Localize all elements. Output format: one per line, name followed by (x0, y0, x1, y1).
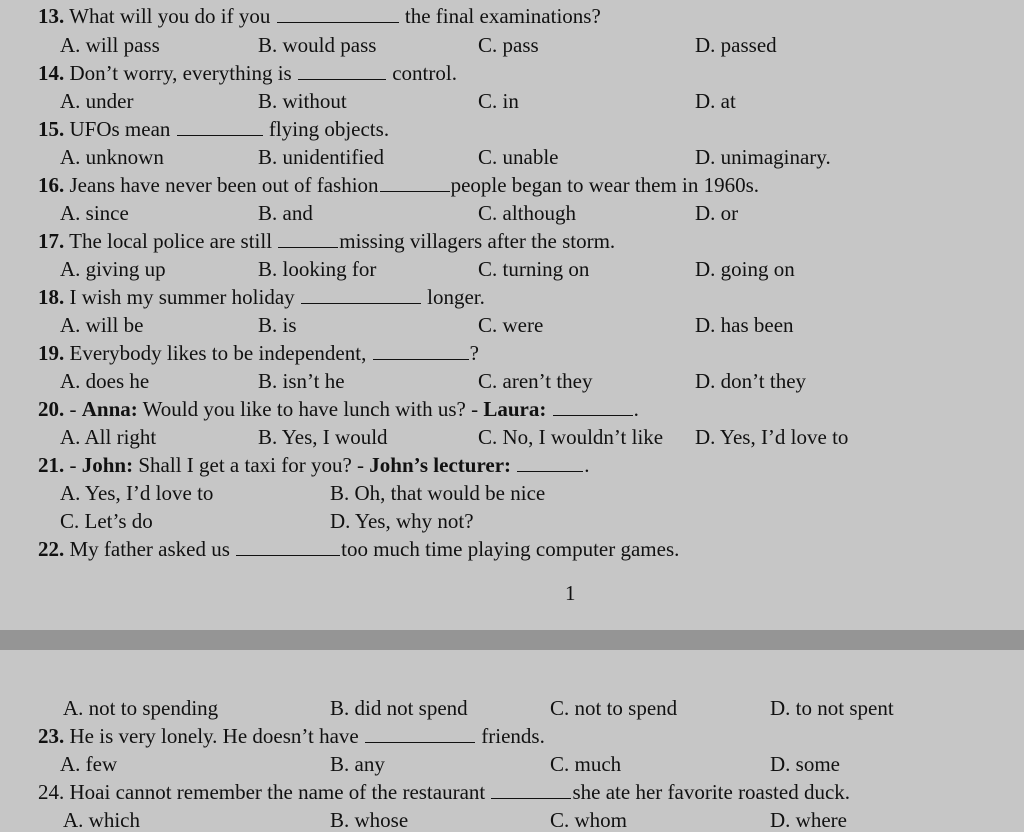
option-d: D. unimaginary. (695, 145, 831, 169)
question-text: He is very lonely. He doesn’t have (69, 724, 359, 748)
option-b: B. unidentified (258, 145, 384, 169)
question-number: 22. (38, 537, 65, 561)
question-number: 23. (38, 724, 65, 748)
answer-blank (236, 537, 340, 556)
option-b: B. looking for (258, 257, 377, 281)
question-number: 16. (38, 173, 65, 197)
answer-blank (365, 724, 475, 743)
option-b: B. isn’t he (258, 369, 345, 393)
option-d: D. at (695, 89, 736, 113)
question-text: Would you like to have lunch with us? - (137, 397, 484, 421)
option-d: D. some (770, 752, 840, 776)
option-b: B. Oh, that would be nice (330, 481, 546, 505)
question-24 (38, 780, 850, 804)
option-c: C. in (478, 89, 519, 113)
question-22 (38, 537, 679, 561)
answer-blank (491, 780, 571, 799)
question-text: control. (392, 61, 457, 85)
question-number: 13. (38, 4, 65, 28)
question-text: Everybody likes to be independent, (69, 341, 367, 365)
question-number: 20. (38, 397, 65, 421)
question-number: 17. (38, 229, 65, 253)
option-c: C. No, I wouldn’t like (478, 425, 664, 449)
dialogue-dash: - (69, 397, 82, 421)
option-d: D. where (770, 808, 847, 832)
option-a: A. Yes, I’d love to (60, 481, 214, 505)
exam-page-2 (0, 650, 1024, 832)
option-a: A. will pass (60, 33, 160, 57)
question-text: people began to wear them in 1960s. (450, 173, 760, 197)
question-number: 15. (38, 117, 65, 141)
question-14 (38, 61, 457, 85)
speaker-name: John: (81, 453, 134, 477)
answer-blank (553, 397, 633, 416)
option-a: A. which (63, 808, 140, 832)
answer-blank (278, 229, 338, 248)
page-number: 1 (565, 581, 576, 605)
answer-blank (517, 453, 583, 472)
question-text: What will you do if you (69, 4, 271, 28)
question-text: too much time playing computer games. (341, 537, 680, 561)
question-number: 18. (38, 285, 65, 309)
answer-blank (301, 285, 421, 304)
option-d: D. going on (695, 257, 795, 281)
option-d: D. don’t they (695, 369, 807, 393)
option-c: C. turning on (478, 257, 590, 281)
question-text: friends. (481, 724, 545, 748)
option-b: B. whose (330, 808, 409, 832)
question-21 (38, 453, 590, 477)
option-b: B. without (258, 89, 347, 113)
question-text: Jeans have never been out of fashion (69, 173, 379, 197)
option-b: B. Yes, I would (258, 425, 388, 449)
question-text: Don’t worry, everything is (69, 61, 292, 85)
answer-blank (373, 341, 469, 360)
question-text: Shall I get a taxi for you? - (133, 453, 370, 477)
question-15 (38, 117, 389, 141)
question-23 (38, 724, 545, 748)
option-a: A. since (60, 201, 129, 225)
question-18 (38, 285, 485, 309)
question-text: I wish my summer holiday (69, 285, 295, 309)
option-a: A. few (60, 752, 118, 776)
option-a: A. All right (60, 425, 157, 449)
question-text: UFOs mean (69, 117, 171, 141)
answer-blank (298, 61, 386, 80)
question-text: My father asked us (69, 537, 230, 561)
question-text: missing villagers after the storm. (339, 229, 616, 253)
option-b: B. is (258, 313, 297, 337)
question-text: she ate her favorite roasted duck. (572, 780, 851, 804)
question-text: ? (469, 341, 479, 365)
option-b: B. did not spend (330, 696, 468, 720)
question-number: 21. (38, 453, 65, 477)
option-d: D. Yes, why not? (330, 509, 474, 533)
option-b: B. and (258, 201, 313, 225)
question-text: the final examinations? (404, 4, 601, 28)
speaker-name: Laura: (483, 397, 547, 421)
speaker-name: John’s lecturer: (369, 453, 512, 477)
option-c: C. Let’s do (60, 509, 153, 533)
option-b: B. would pass (258, 33, 377, 57)
option-b: B. any (330, 752, 385, 776)
question-number: 14. (38, 61, 65, 85)
option-c: C. much (550, 752, 622, 776)
answer-blank (277, 4, 399, 23)
option-c: C. unable (478, 145, 559, 169)
page-break (0, 630, 1024, 650)
question-13 (38, 4, 601, 28)
option-a: A. not to spending (63, 696, 219, 720)
option-a: A. will be (60, 313, 144, 337)
option-a: A. under (60, 89, 134, 113)
question-16 (38, 173, 759, 197)
question-text: flying objects. (268, 117, 390, 141)
option-a: A. giving up (60, 257, 166, 281)
option-a: A. does he (60, 369, 150, 393)
option-c: C. were (478, 313, 544, 337)
question-text: . (633, 397, 639, 421)
answer-blank (380, 173, 450, 192)
option-c: C. pass (478, 33, 539, 57)
option-a: A. unknown (60, 145, 164, 169)
question-number: 19. (38, 341, 65, 365)
speaker-name: Anna: (81, 397, 138, 421)
question-20 (38, 397, 639, 421)
option-c: C. whom (550, 808, 628, 832)
question-19 (38, 341, 479, 365)
option-c: C. aren’t they (478, 369, 593, 393)
answer-blank (177, 117, 263, 136)
option-c: C. although (478, 201, 576, 225)
question-text: Hoai cannot remember the name of the restaurant (69, 780, 486, 804)
option-d: D. has been (695, 313, 794, 337)
question-number: 24. (38, 780, 65, 804)
question-text: . (584, 453, 590, 477)
question-text: longer. (427, 285, 485, 309)
option-d: D. to not spent (770, 696, 894, 720)
question-text: The local police are still (69, 229, 273, 253)
option-d: D. Yes, I’d love to (695, 425, 849, 449)
question-17 (38, 229, 615, 253)
dialogue-dash: - (69, 453, 82, 477)
option-d: D. or (695, 201, 739, 225)
option-c: C. not to spend (550, 696, 678, 720)
option-d: D. passed (695, 33, 777, 57)
